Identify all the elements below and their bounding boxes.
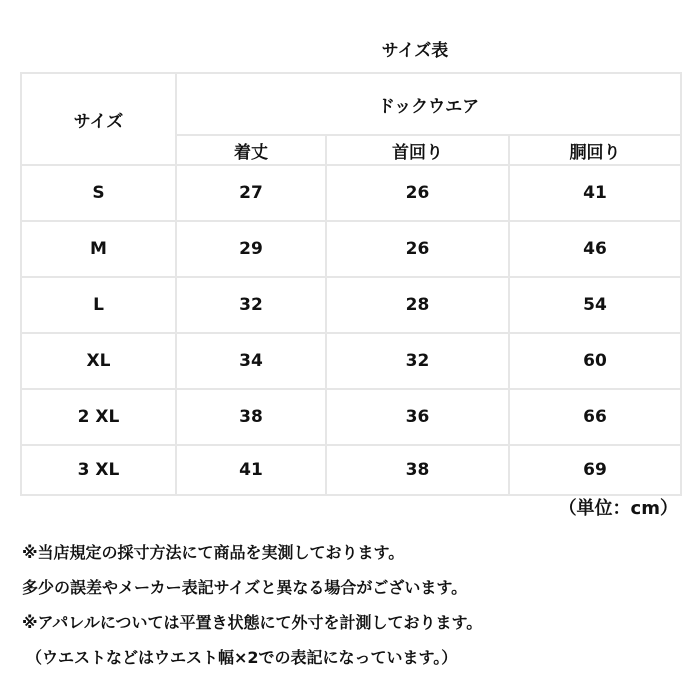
length-value: 32: [176, 277, 326, 333]
neck-value: 28: [326, 277, 509, 333]
dogwear-group-header: ドックウエア: [176, 73, 681, 135]
length-value: 41: [176, 445, 326, 495]
page-title: サイズ表: [381, 41, 449, 61]
note-line: （ウエストなどはウエスト幅×2での表記になっています。）: [26, 648, 458, 667]
neck-value: 26: [326, 221, 509, 277]
length-value: 29: [176, 221, 326, 277]
column-header-chest: 胴回り: [509, 135, 681, 165]
table-row: [21, 389, 681, 445]
size-label: S: [21, 165, 176, 221]
neck-value: 32: [326, 333, 509, 389]
chest-value: 69: [509, 445, 681, 495]
size-column-header: サイズ: [21, 73, 176, 165]
note-line: ※アパレルについては平置き状態にて外寸を計測しております。: [22, 613, 483, 632]
size-label: 2 XL: [21, 389, 176, 445]
chest-value: 66: [509, 389, 681, 445]
size-label: XL: [21, 333, 176, 389]
length-value: 27: [176, 165, 326, 221]
chest-value: 54: [509, 277, 681, 333]
size-table: [20, 72, 682, 496]
size-label: L: [21, 277, 176, 333]
neck-value: 36: [326, 389, 509, 445]
table-row: [21, 221, 681, 277]
table-row: [21, 277, 681, 333]
table-row: [21, 165, 681, 221]
size-label: M: [21, 221, 176, 277]
chest-value: 60: [509, 333, 681, 389]
neck-value: 26: [326, 165, 509, 221]
note-line: 多少の誤差やメーカー表記サイズと異なる場合がございます。: [22, 578, 468, 597]
unit-label: （単位：cm）: [558, 498, 678, 519]
notes-block: [22, 535, 682, 675]
column-header-neck: 首回り: [326, 135, 509, 165]
length-value: 34: [176, 333, 326, 389]
table-row: [21, 333, 681, 389]
length-value: 38: [176, 389, 326, 445]
neck-value: 38: [326, 445, 509, 495]
table-row: [21, 445, 681, 495]
chest-value: 46: [509, 221, 681, 277]
size-label: 3 XL: [21, 445, 176, 495]
column-header-length: 着丈: [176, 135, 326, 165]
note-line: ※当店規定の採寸方法にて商品を実測しております。: [22, 543, 405, 562]
chest-value: 41: [509, 165, 681, 221]
